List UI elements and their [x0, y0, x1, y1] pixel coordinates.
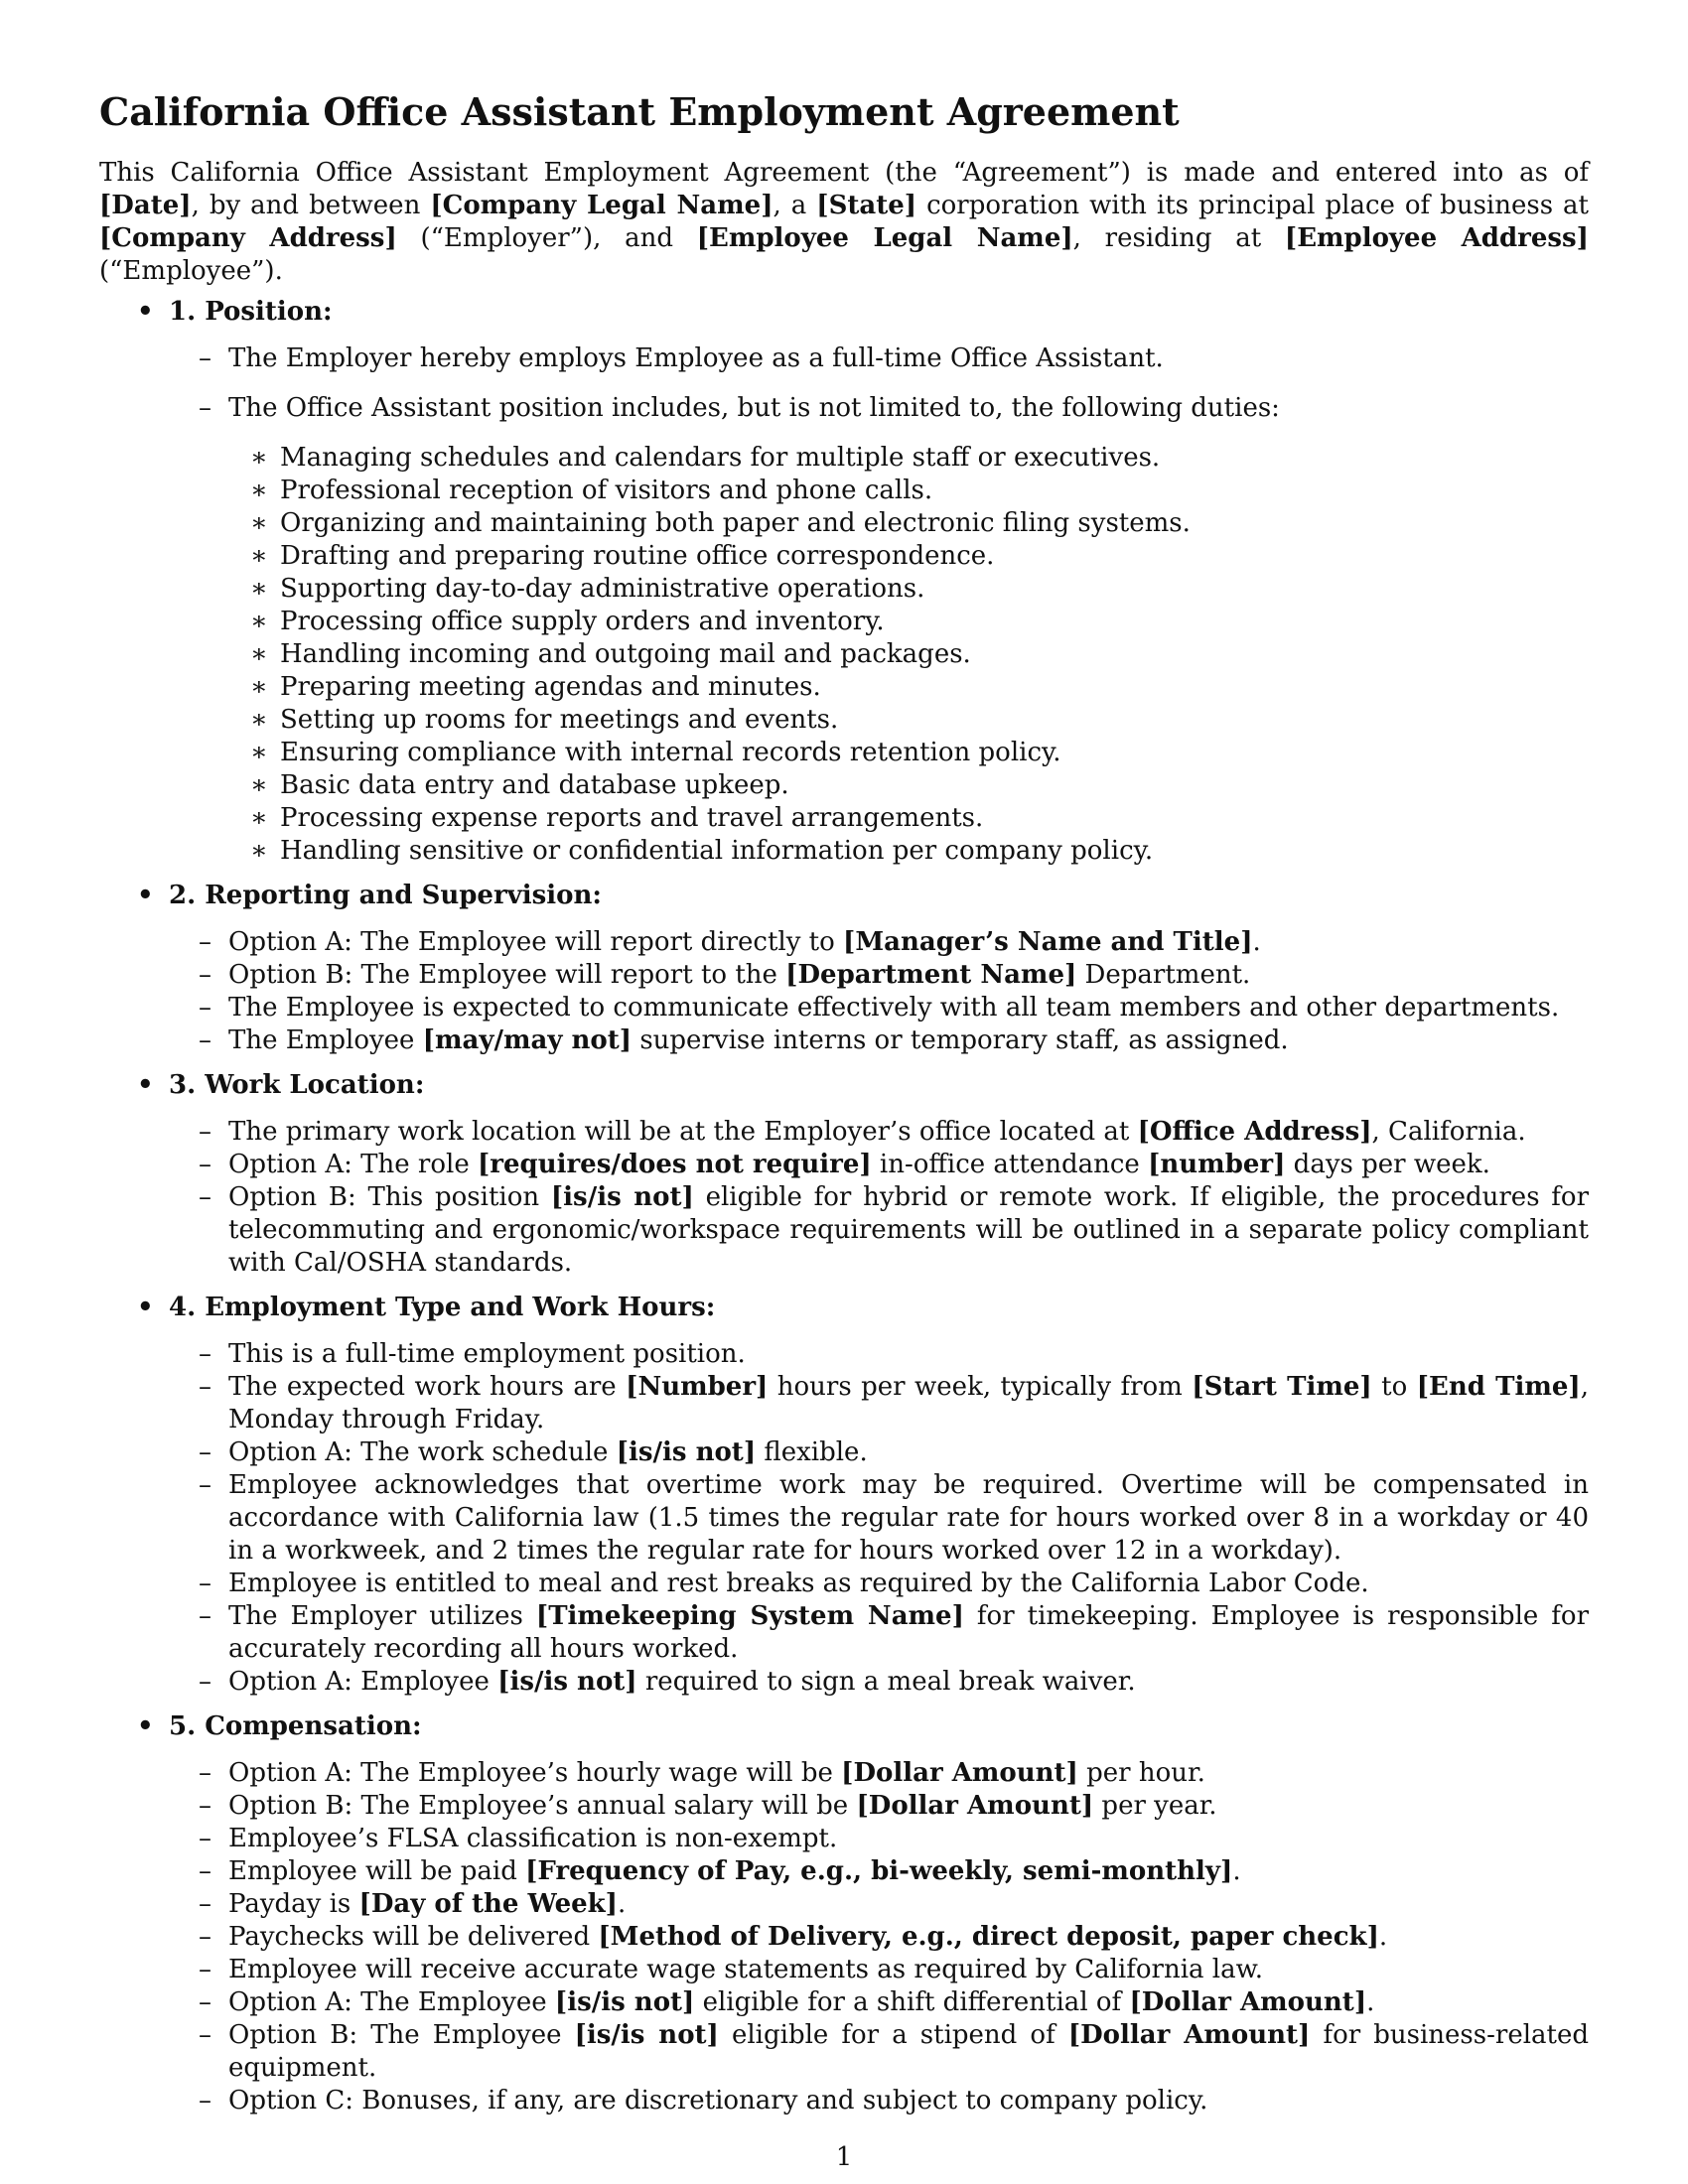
text-run: supervise interns or temporary staff, as assigned.: [632, 1025, 1289, 1055]
clause-item: [99, 1757, 1589, 1790]
text-run: The Employer utilizes: [228, 1601, 536, 1631]
clause-text: [228, 1601, 1589, 1664]
text-run: Option A: The Employee will report directly to: [228, 927, 844, 957]
clause-text: [228, 1758, 1205, 1788]
placeholder-field: [State]: [816, 191, 917, 220]
text-run: in-office attendance: [871, 1150, 1149, 1179]
placeholder-field: [Number]: [626, 1372, 769, 1402]
placeholder-field: [Start Time]: [1192, 1372, 1372, 1402]
text-run: (“Employee”).: [99, 256, 283, 286]
dash-icon: –: [199, 393, 211, 423]
text-run: Employee will be paid: [228, 1856, 526, 1886]
placeholder-field: [is/is not]: [554, 1987, 695, 2017]
placeholder-field: [Office Address]: [1137, 1117, 1372, 1147]
asterisk-icon: ∗: [250, 476, 268, 505]
dash-icon: –: [199, 927, 211, 957]
placeholder-field: [Manager’s Name and Title]: [843, 927, 1253, 957]
text-run: .: [617, 1889, 627, 1919]
clause-item: [99, 1986, 1589, 2019]
text-run: .: [1232, 1856, 1241, 1886]
dash-icon: –: [199, 1339, 211, 1369]
intro-paragraph: [99, 157, 1589, 288]
bullet-icon: •: [137, 297, 154, 327]
clause-item: [99, 392, 1589, 425]
text-run: .: [1252, 927, 1261, 957]
duty-item: [99, 507, 1589, 540]
duty-text: Processing office supply orders and inventory.: [280, 607, 885, 636]
dash-icon: –: [199, 1182, 211, 1212]
dash-icon: –: [199, 343, 211, 373]
section-1: [99, 296, 1589, 868]
clause-item: [99, 1600, 1589, 1666]
asterisk-icon: ∗: [250, 705, 268, 735]
text-run: .: [1366, 1987, 1375, 2017]
clause-item: [99, 1181, 1589, 1280]
duty-item: [99, 606, 1589, 638]
text-run: to: [1371, 1372, 1417, 1402]
placeholder-field: [Employee Legal Name]: [696, 223, 1073, 253]
dash-icon: –: [199, 1117, 211, 1147]
placeholder-field: [Company Address]: [99, 223, 397, 253]
text-run: eligible for a stipend of: [718, 2020, 1068, 2050]
duty-text: Processing expense reports and travel arrangements.: [280, 803, 984, 833]
placeholder-field: [may/may not]: [422, 1025, 633, 1055]
dash-icon: –: [199, 1955, 211, 1984]
duty-item: [99, 475, 1589, 507]
text-run: The expected work hours are: [228, 1372, 627, 1402]
section-heading-text: 2. Reporting and Supervision:: [169, 881, 603, 910]
text-run: eligible for hybrid or remote work. If eligible, the procedures for telecommuting and ergonomic/workspace requirements will be outlined in a separate policy compliant with Cal/OSHA standards.: [228, 1182, 1589, 1278]
text-run: .: [1378, 1922, 1388, 1952]
clause-item: [99, 1790, 1589, 1823]
dash-icon: –: [199, 1569, 211, 1598]
text-run: per year.: [1093, 1791, 1217, 1821]
clause-text: [228, 2020, 1589, 2083]
duty-item: [99, 573, 1589, 606]
section-heading: [99, 1069, 1589, 1102]
clause-item: [99, 1921, 1589, 1954]
dash-icon: –: [199, 1856, 211, 1886]
placeholder-field: [Timekeeping System Name]: [535, 1601, 964, 1631]
duty-text: Drafting and preparing routine office correspondence.: [280, 541, 995, 571]
section-heading-text: 3. Work Location:: [169, 1070, 425, 1100]
duties-list: [99, 442, 1589, 868]
section-5: [99, 1710, 1589, 2117]
bullet-icon: •: [137, 1070, 154, 1100]
dash-icon: –: [199, 1889, 211, 1919]
clause-text: [228, 1987, 1374, 2017]
placeholder-field: [Date]: [99, 191, 192, 220]
section-heading: [99, 880, 1589, 912]
text-run: Option B: This position: [228, 1182, 551, 1212]
clause-text: [228, 1791, 1217, 1821]
clause-item: [99, 1149, 1589, 1181]
clause-text: [228, 2086, 1207, 2116]
clause-text: [228, 1856, 1241, 1886]
duty-item: [99, 671, 1589, 704]
clause-item: [99, 1338, 1589, 1371]
clause-text: [228, 1182, 1589, 1278]
text-run: The Employer hereby employs Employee as a full-time Office Assistant.: [228, 343, 1164, 373]
sections-container: [99, 296, 1589, 2117]
bullet-icon: •: [137, 881, 154, 910]
text-run: corporation with its principal place of business at: [916, 191, 1589, 220]
clause-item: [99, 2085, 1589, 2117]
dash-icon: –: [199, 1758, 211, 1788]
dash-icon: –: [199, 1372, 211, 1402]
clause-text: [228, 960, 1250, 990]
section-4: [99, 1292, 1589, 1699]
section-heading: [99, 1292, 1589, 1324]
asterisk-icon: ∗: [250, 738, 268, 767]
asterisk-icon: ∗: [250, 836, 268, 866]
clause-item: [99, 1666, 1589, 1699]
dash-icon: –: [199, 1437, 211, 1467]
text-run: Option B: The Employee: [228, 2020, 575, 2050]
text-run: Option A: The Employee’s hourly wage will be: [228, 1758, 842, 1788]
placeholder-field: [Dollar Amount]: [1067, 2020, 1311, 2050]
placeholder-field: [requires/does not require]: [477, 1150, 872, 1179]
clause-item: [99, 959, 1589, 992]
text-run: Option A: The role: [228, 1150, 478, 1179]
duty-item: [99, 638, 1589, 671]
duty-item: [99, 802, 1589, 835]
placeholder-field: [Department Name]: [785, 960, 1077, 990]
clause-item: [99, 1855, 1589, 1888]
duty-item: [99, 769, 1589, 802]
clause-text: [228, 1922, 1387, 1952]
text-run: Option A: Employee: [228, 1667, 498, 1697]
clause-item: [99, 1888, 1589, 1921]
text-run: Payday is: [228, 1889, 359, 1919]
asterisk-icon: ∗: [250, 574, 268, 604]
dash-icon: –: [199, 993, 211, 1023]
dash-icon: –: [199, 1987, 211, 2017]
placeholder-field: [Day of the Week]: [358, 1889, 618, 1919]
clause-text: [228, 393, 1280, 423]
clause-text: [228, 1339, 746, 1369]
duty-text: Handling incoming and outgoing mail and packages.: [280, 639, 971, 669]
text-run: Employee will receive accurate wage statements as required by California law.: [228, 1955, 1264, 1984]
clause-item: [99, 1823, 1589, 1855]
clause-item: [99, 342, 1589, 375]
asterisk-icon: ∗: [250, 770, 268, 800]
text-run: Employee acknowledges that overtime work may be required. Overtime will be compensated in accordance with California law (1.5 times the regular rate for hours worked over 8 in a workday or 40 in a workweek, and 2 times the regular rate for hours worked over 12 in a workday).: [228, 1470, 1589, 1566]
text-run: , a: [773, 191, 817, 220]
text-run: Option C: Bonuses, if any, are discretionary and subject to company policy.: [228, 2086, 1208, 2116]
duty-text: Professional reception of visitors and phone calls.: [280, 476, 933, 505]
text-run: The Employee: [228, 1025, 423, 1055]
clause-item: [99, 1116, 1589, 1149]
clause-text: [228, 1150, 1490, 1179]
asterisk-icon: ∗: [250, 541, 268, 571]
placeholder-field: [is/is not]: [497, 1667, 637, 1697]
clause-item: [99, 1954, 1589, 1986]
placeholder-field: [Method of Delivery, e.g., direct deposit, paper check]: [598, 1922, 1379, 1952]
placeholder-field: [Dollar Amount]: [856, 1791, 1094, 1821]
duty-item: [99, 442, 1589, 475]
text-run: , residing at: [1072, 223, 1285, 253]
duty-text: Ensuring compliance with internal records retention policy.: [280, 738, 1061, 767]
text-run: required to sign a meal break waiver.: [636, 1667, 1136, 1697]
text-run: Option A: The work schedule: [228, 1437, 617, 1467]
duty-text: Basic data entry and database upkeep.: [280, 770, 789, 800]
bullet-icon: •: [137, 1711, 154, 1741]
section-3: [99, 1069, 1589, 1280]
placeholder-field: [Employee Address]: [1284, 223, 1589, 253]
placeholder-field: [number]: [1148, 1150, 1286, 1179]
clause-item: [99, 1371, 1589, 1436]
clause-item: [99, 1568, 1589, 1600]
asterisk-icon: ∗: [250, 639, 268, 669]
placeholder-field: [is/is not]: [550, 1182, 694, 1212]
placeholder-field: [Dollar Amount]: [841, 1758, 1078, 1788]
text-run: per hour.: [1077, 1758, 1205, 1788]
section-heading: [99, 296, 1589, 329]
duty-item: [99, 704, 1589, 737]
placeholder-field: [Frequency of Pay, e.g., bi-weekly, semi-monthly]: [525, 1856, 1233, 1886]
duty-text: Setting up rooms for meetings and events.: [280, 705, 839, 735]
section-2: [99, 880, 1589, 1057]
text-run: for timekeeping. Employee is responsible for accurately recording all hours worked.: [228, 1601, 1590, 1664]
placeholder-field: [Dollar Amount]: [1129, 1987, 1367, 2017]
clause-item: [99, 1436, 1589, 1469]
clause-text: [228, 343, 1164, 373]
text-run: eligible for a shift differential of: [694, 1987, 1130, 2017]
asterisk-icon: ∗: [250, 607, 268, 636]
clause-text: [228, 927, 1261, 957]
bullet-icon: •: [137, 1293, 154, 1322]
text-run: , by and between: [191, 191, 431, 220]
clause-text: [228, 1667, 1136, 1697]
asterisk-icon: ∗: [250, 443, 268, 473]
text-run: flexible.: [756, 1437, 868, 1467]
clause-text: [228, 1470, 1589, 1566]
clause-text: [228, 1955, 1263, 1984]
dash-icon: –: [199, 960, 211, 990]
dash-icon: –: [199, 1824, 211, 1853]
document-title: California Office Assistant Employment Agreement: [99, 89, 1180, 134]
section-heading-text: 5. Compensation:: [169, 1711, 422, 1741]
text-run: This is a full-time employment position.: [228, 1339, 746, 1369]
dash-icon: –: [199, 1150, 211, 1179]
clause-item: [99, 926, 1589, 959]
duty-text: Organizing and maintaining both paper and electronic filing systems.: [280, 508, 1191, 538]
text-run: for business-related equipment.: [228, 2020, 1590, 2083]
placeholder-field: [End Time]: [1416, 1372, 1581, 1402]
clause-item: [99, 2019, 1589, 2085]
text-run: This California Office Assistant Employment Agreement (the “Agreement”) is made and entered into as of: [99, 158, 1589, 188]
duty-text: Supporting day-to-day administrative operations.: [280, 574, 925, 604]
section-heading: [99, 1710, 1589, 1743]
dash-icon: –: [199, 1470, 211, 1500]
placeholder-field: [Company Legal Name]: [430, 191, 774, 220]
text-run: days per week.: [1285, 1150, 1490, 1179]
text-run: (“Employer”), and: [396, 223, 697, 253]
clause-item: [99, 1469, 1589, 1568]
text-run: Option B: The Employee’s annual salary will be: [228, 1791, 857, 1821]
dash-icon: –: [199, 1667, 211, 1697]
asterisk-icon: ∗: [250, 803, 268, 833]
text-run: Option A: The Employee: [228, 1987, 555, 2017]
dash-icon: –: [199, 1922, 211, 1952]
page-number: 1: [835, 2142, 853, 2172]
dash-icon: –: [199, 1791, 211, 1821]
dash-icon: –: [199, 1601, 211, 1631]
duty-text: Handling sensitive or confidential information per company policy.: [280, 836, 1154, 866]
section-heading-text: 1. Position:: [169, 297, 333, 327]
clause-text: [228, 993, 1559, 1023]
asterisk-icon: ∗: [250, 508, 268, 538]
text-run: Employee’s FLSA classification is non-exempt.: [228, 1824, 838, 1853]
placeholder-field: [is/is not]: [574, 2020, 719, 2050]
clause-item: [99, 1024, 1589, 1057]
text-run: Paychecks will be delivered: [228, 1922, 599, 1952]
duty-item: [99, 737, 1589, 769]
clause-text: [228, 1824, 837, 1853]
section-heading-text: 4. Employment Type and Work Hours:: [169, 1293, 716, 1322]
clause-text: [228, 1372, 1589, 1434]
clause-text: [228, 1437, 868, 1467]
dash-icon: –: [199, 1025, 211, 1055]
document-page: [99, 83, 1589, 2129]
clause-text: [228, 1569, 1369, 1598]
duty-item: [99, 540, 1589, 573]
text-run: Employee is entitled to meal and rest breaks as required by the California Labor Code.: [228, 1569, 1369, 1598]
asterisk-icon: ∗: [250, 672, 268, 702]
text-run: The primary work location will be at the Employer’s office located at: [228, 1117, 1138, 1147]
dash-icon: –: [199, 2020, 211, 2050]
duty-text: Managing schedules and calendars for multiple staff or executives.: [280, 443, 1161, 473]
text-run: hours per week, typically from: [768, 1372, 1193, 1402]
duty-item: [99, 835, 1589, 868]
duty-text: Preparing meeting agendas and minutes.: [280, 672, 821, 702]
text-run: Option B: The Employee will report to the: [228, 960, 786, 990]
text-run: The Employee is expected to communicate effectively with all team members and other departments.: [228, 993, 1560, 1023]
clause-text: [228, 1025, 1289, 1055]
clause-item: [99, 992, 1589, 1024]
text-run: Department.: [1076, 960, 1251, 990]
clause-text: [228, 1889, 626, 1919]
text-run: , California.: [1371, 1117, 1526, 1147]
text-run: , Monday through Friday.: [228, 1372, 1589, 1434]
placeholder-field: [is/is not]: [616, 1437, 757, 1467]
text-run: The Office Assistant position includes, but is not limited to, the following duties:: [228, 393, 1280, 423]
clause-text: [228, 1117, 1526, 1147]
dash-icon: –: [199, 2086, 211, 2116]
